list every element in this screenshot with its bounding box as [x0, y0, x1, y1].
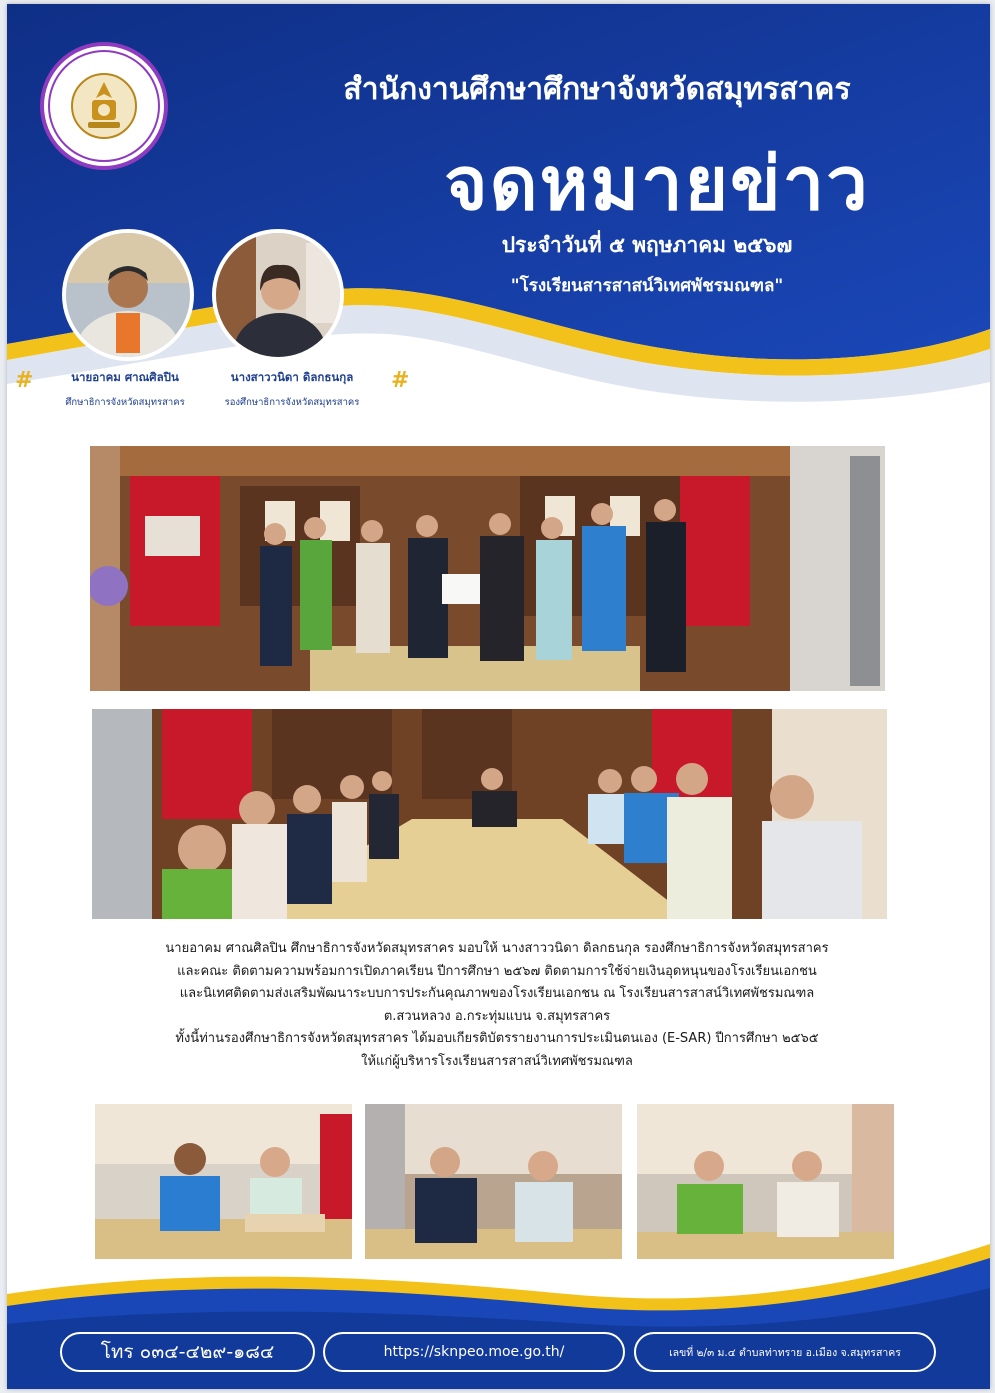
body-line: ให้แก่ผู้บริหารโรงเรียนสารสาสน์วิเทศพัชรมณฑล [361, 1053, 633, 1069]
issue-date: ประจำวันที่ ๕ พฤษภาคม ๒๕๖๗ [501, 233, 793, 257]
director-name: นายอาคม ศาณศิลปิน [71, 370, 179, 384]
website-link[interactable]: https://sknpeo.moe.go.th/ [323, 1332, 625, 1372]
ministry-logo [40, 42, 168, 170]
body-line: ทั้งนี้ท่านรองศึกษาธิการจังหวัดสมุทรสาคร ได้มอบเกียรติบัตรรายงานการประเมินตนเอง (E-SAR) ปีการศึกษา ๒๕๖๕ [175, 1031, 819, 1046]
body-line: ต.สวนหลวง อ.กระทุ่มแบน จ.สมุทรสาคร [383, 1008, 611, 1024]
deputy-role: รองศึกษาธิการจังหวัดสมุทรสาคร [224, 397, 360, 408]
director-role: ศึกษาธิการจังหวัดสมุทรสาคร [65, 397, 185, 408]
news-body [77, 938, 917, 1073]
body-line: และคณะ ติดตามความพร้อมการเปิดภาคเรียน ปีการศึกษา ๒๕๖๗ ติดตามการใช้จ่ายเงินอุดหนุนของโรงเรียนเอกชน [177, 963, 817, 979]
school-name: "โรงเรียนสารสาสน์วิเทศพัชรมณฑล" [510, 276, 784, 296]
decor-hash-icon: # [391, 368, 410, 393]
contact-phone[interactable]: โทร ๐๓๔-๔๒๙-๑๘๔ [60, 1332, 315, 1372]
photo-certificate-handover [90, 446, 885, 691]
newsletter-page [7, 4, 990, 1389]
avatar-director [62, 229, 194, 361]
address-text: เลขที่ ๒/๓ ม.๔ ตำบลท่าทราย อ.เมือง จ.สมุทรสาคร [634, 1332, 936, 1372]
deputy-name: นางสาววนิดา ดิลกธนกุล [230, 370, 354, 384]
page-title: จดหมายข่าว [444, 141, 870, 227]
avatar-deputy [212, 229, 344, 361]
body-line: และนิเทศติดตามส่งเสริมพัฒนาระบบการประกันคุณภาพของโรงเรียนเอกชน ณ โรงเรียนสารสาสน์วิเทศพัชรมณฑล [179, 986, 815, 1001]
body-line: นายอาคม ศาณศิลปิน ศึกษาธิการจังหวัดสมุทรสาคร มอบให้ นางสาววนิดา ดิลกธนกุล รองศึกษาธิการจังหวัดสมุทรสาคร [165, 941, 829, 956]
decor-hash-icon: # [15, 368, 34, 393]
photo-meeting-table [92, 709, 887, 919]
office-title: สำนักงานศึกษาศึกษาจังหวัดสมุทรสาคร [343, 72, 851, 107]
